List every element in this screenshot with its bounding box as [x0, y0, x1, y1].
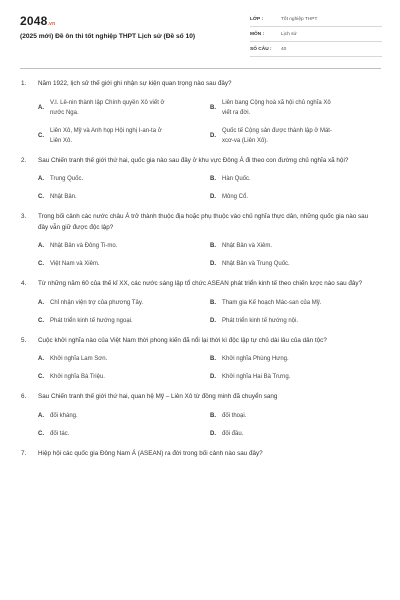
- answer-option[interactable]: [210, 298, 382, 308]
- option-text-line: Nhật Bản và Đông Ti-mo.: [50, 243, 118, 249]
- option-letter: B.: [210, 412, 216, 419]
- option-text-line: xcơ-va (Liên Xô).: [222, 137, 268, 144]
- question-text: [0, 79, 400, 90]
- question-stem: Cuộc khởi nghĩa nào của Việt Nam thời phong kiến đã nổi lại thời kì độc lập tự chủ dài lâu của dân tộc?: [38, 336, 327, 344]
- answer-options: [0, 98, 400, 146]
- option-letter: C.: [38, 261, 44, 267]
- option-text-line: đối thoại.: [222, 412, 247, 419]
- meta-key: MÔN :: [250, 31, 265, 37]
- option-letter: D.: [210, 194, 216, 200]
- answer-options: [0, 298, 400, 326]
- option-text: [50, 98, 164, 118]
- option-letter: C.: [38, 430, 44, 437]
- question-number: 2.: [21, 156, 27, 164]
- option-letter: D.: [210, 317, 216, 324]
- option-text-line: Khởi nghĩa Lam Sơn.: [50, 356, 108, 362]
- answer-option[interactable]: [210, 192, 382, 202]
- page-header: [0, 0, 400, 62]
- option-text-line: đối đầu.: [222, 430, 244, 437]
- option-text-line: Nhật Bản và Trung Quốc.: [222, 261, 290, 267]
- question-block: [0, 212, 400, 269]
- answer-option[interactable]: [210, 372, 382, 382]
- answer-option[interactable]: [210, 241, 382, 251]
- question-number: 7.: [21, 449, 27, 457]
- meta-value: Tốt nghiệp THPT: [281, 16, 318, 22]
- answer-option[interactable]: [38, 298, 210, 308]
- option-letter: A.: [38, 412, 44, 419]
- option-text: [222, 298, 382, 308]
- question-block: [0, 79, 400, 146]
- meta-value: 40: [281, 46, 287, 52]
- option-text: [222, 354, 382, 364]
- question-number: 4.: [21, 280, 27, 287]
- option-text: [222, 192, 382, 202]
- option-text-line: Quốc tế Cộng sản được thành lập ở Mát-: [222, 127, 332, 134]
- answer-options: [0, 354, 400, 382]
- option-text-line: Hàn Quốc.: [222, 176, 251, 182]
- answer-option[interactable]: [38, 126, 210, 146]
- option-letter: B.: [210, 356, 216, 362]
- option-text-line: viết ra đời.: [222, 109, 251, 116]
- question-stem: Sau Chiến tranh thế giới thứ hai, quốc gia nào sau đây ở khu vực Đông Á đi theo con đường chủ nghĩa xã hội?: [38, 156, 349, 164]
- option-letter: D.: [210, 374, 216, 380]
- answer-option[interactable]: [38, 429, 210, 439]
- answer-option[interactable]: [38, 98, 210, 118]
- question-text: [0, 156, 400, 167]
- meta-row-subject: [250, 27, 382, 42]
- question-text: [0, 336, 400, 347]
- option-text-line: đối kháng.: [50, 412, 78, 419]
- option-letter: B.: [210, 243, 216, 249]
- option-text-line: V.I. Lê-nin thành lập Chính quyền Xô viết ở: [50, 99, 165, 106]
- option-text: [50, 174, 210, 184]
- option-text-line: Tham gia Kế hoạch Mác-san của Mỹ.: [222, 299, 322, 306]
- exam-meta-table: [250, 12, 382, 57]
- option-text: [50, 298, 210, 308]
- meta-row-class: [250, 12, 382, 27]
- option-text: [222, 411, 382, 421]
- option-text: [50, 411, 210, 421]
- answer-option[interactable]: [38, 174, 210, 184]
- answer-option[interactable]: [38, 411, 210, 421]
- question-block: [0, 279, 400, 326]
- option-letter: A.: [38, 243, 44, 249]
- option-text-line: Khởi nghĩa Bà Triệu.: [50, 374, 105, 380]
- question-list: [0, 79, 400, 459]
- option-letter: B.: [210, 104, 216, 111]
- answer-option[interactable]: [210, 174, 382, 184]
- option-text: [222, 98, 331, 118]
- option-letter: B.: [210, 299, 216, 306]
- option-text: [222, 174, 382, 184]
- question-stem: Sau Chiến tranh thế giới thứ hai, quan hệ Mỹ – Liên Xô từ đồng minh đã chuyển sang: [38, 393, 278, 400]
- meta-value: Lịch sử: [281, 31, 297, 37]
- option-text-line: Nhật Bản và Xiêm.: [222, 243, 273, 249]
- option-text: [222, 241, 382, 251]
- question-block: [0, 336, 400, 383]
- answer-option[interactable]: [210, 126, 382, 146]
- option-text: [50, 354, 210, 364]
- question-stem: Trong bối cảnh các nước châu Á trở thành thuộc địa hoặc phụ thuộc vào chủ nghĩa thực dân, những quốc gia nào sau đây vẫn giữ được độc lập?: [38, 213, 369, 231]
- option-letter: C.: [38, 132, 44, 139]
- answer-option[interactable]: [38, 192, 210, 202]
- option-letter: C.: [38, 194, 44, 200]
- option-text-line: Khởi nghĩa Hai Bà Trưng.: [222, 374, 291, 380]
- option-text: [50, 429, 210, 439]
- answer-option[interactable]: [210, 259, 382, 269]
- question-text: [0, 279, 400, 290]
- option-text-line: nước Nga.: [50, 109, 79, 116]
- question-number: 5.: [21, 336, 27, 344]
- question-stem: Hiệp hội các quốc gia Đông Nam Á (ASEAN) ra đời trong bối cảnh nào sau đây?: [38, 449, 263, 457]
- option-text: [50, 126, 162, 146]
- option-text: [222, 316, 382, 326]
- question-block: [0, 392, 400, 439]
- document-title: (2025 mới) Đề ôn thi tốt nghiệp THPT Lịch sử (Đề số 10): [20, 33, 196, 40]
- option-text-line: Mông Cổ.: [222, 194, 249, 200]
- answer-option[interactable]: [38, 372, 210, 382]
- option-text-line: Nhật Bản.: [50, 194, 77, 200]
- answer-option[interactable]: [210, 98, 382, 118]
- option-text: [50, 241, 210, 251]
- question-block: [0, 449, 400, 460]
- answer-option[interactable]: [210, 316, 382, 326]
- answer-option[interactable]: [38, 241, 210, 251]
- answer-options: [0, 174, 400, 202]
- option-letter: A.: [38, 104, 44, 111]
- option-letter: D.: [210, 261, 216, 267]
- option-text-line: Liên bang Cộng hoà xã hội chủ nghĩa Xô: [222, 99, 331, 106]
- meta-key: LỚP :: [250, 16, 264, 22]
- option-text-line: Trung Quốc.: [50, 176, 84, 182]
- question-number: 1.: [21, 80, 27, 87]
- answer-option[interactable]: [210, 354, 382, 364]
- question-text: [0, 212, 400, 233]
- option-letter: C.: [38, 317, 44, 324]
- option-letter: A.: [38, 356, 44, 362]
- option-text-line: Liên Xô.: [50, 137, 73, 144]
- meta-key: SỐ CÂU :: [250, 46, 272, 52]
- option-text-line: Phát triển kinh tế hướng ngoại.: [50, 317, 133, 324]
- option-letter: A.: [38, 176, 44, 182]
- question-text: [0, 449, 400, 460]
- option-text-line: đối tác.: [50, 430, 70, 437]
- option-text: [50, 372, 210, 382]
- option-text: [50, 192, 210, 202]
- question-number: 3.: [21, 213, 27, 220]
- option-letter: D.: [210, 132, 216, 139]
- option-text-line: Phát triển kinh tế hướng nội.: [222, 317, 298, 324]
- answer-option[interactable]: [38, 316, 210, 326]
- site-logo[interactable]: 2048.vn: [20, 14, 56, 28]
- option-letter: A.: [38, 299, 44, 306]
- option-letter: B.: [210, 176, 216, 182]
- option-text: [222, 429, 382, 439]
- question-stem: Năm 1922, lịch sử thế giới ghi nhận sự kiện quan trọng nào sau đây?: [38, 80, 232, 87]
- option-text: [222, 259, 382, 269]
- question-block: [0, 156, 400, 203]
- header-divider: [20, 68, 381, 69]
- answer-option[interactable]: [210, 411, 382, 421]
- option-text-line: Việt Nam và Xiêm.: [50, 261, 100, 267]
- question-text: [0, 392, 400, 403]
- option-text: [222, 372, 382, 382]
- option-text: [222, 126, 332, 146]
- option-letter: C.: [38, 374, 44, 380]
- option-letter: D.: [210, 430, 216, 437]
- answer-option[interactable]: [38, 354, 210, 364]
- answer-options: [0, 411, 400, 439]
- answer-options: [0, 241, 400, 269]
- question-number: 6.: [21, 393, 27, 400]
- option-text: [50, 259, 210, 269]
- option-text-line: Liên Xô, Mỹ và Anh họp Hội nghị I-an-ta ở: [50, 127, 162, 134]
- option-text-line: Khởi nghĩa Phùng Hưng.: [222, 356, 289, 362]
- option-text: [50, 316, 210, 326]
- option-text-line: Chỉ nhận viện trợ của phương Tây.: [50, 299, 144, 306]
- question-stem: Từ những năm 60 của thế kỉ XX, các nước sáng lập tổ chức ASEAN phát triển kinh tế theo chiến lược nào sau đây?: [38, 280, 363, 287]
- answer-option[interactable]: [38, 259, 210, 269]
- meta-row-count: [250, 42, 382, 57]
- answer-option[interactable]: [210, 429, 382, 439]
